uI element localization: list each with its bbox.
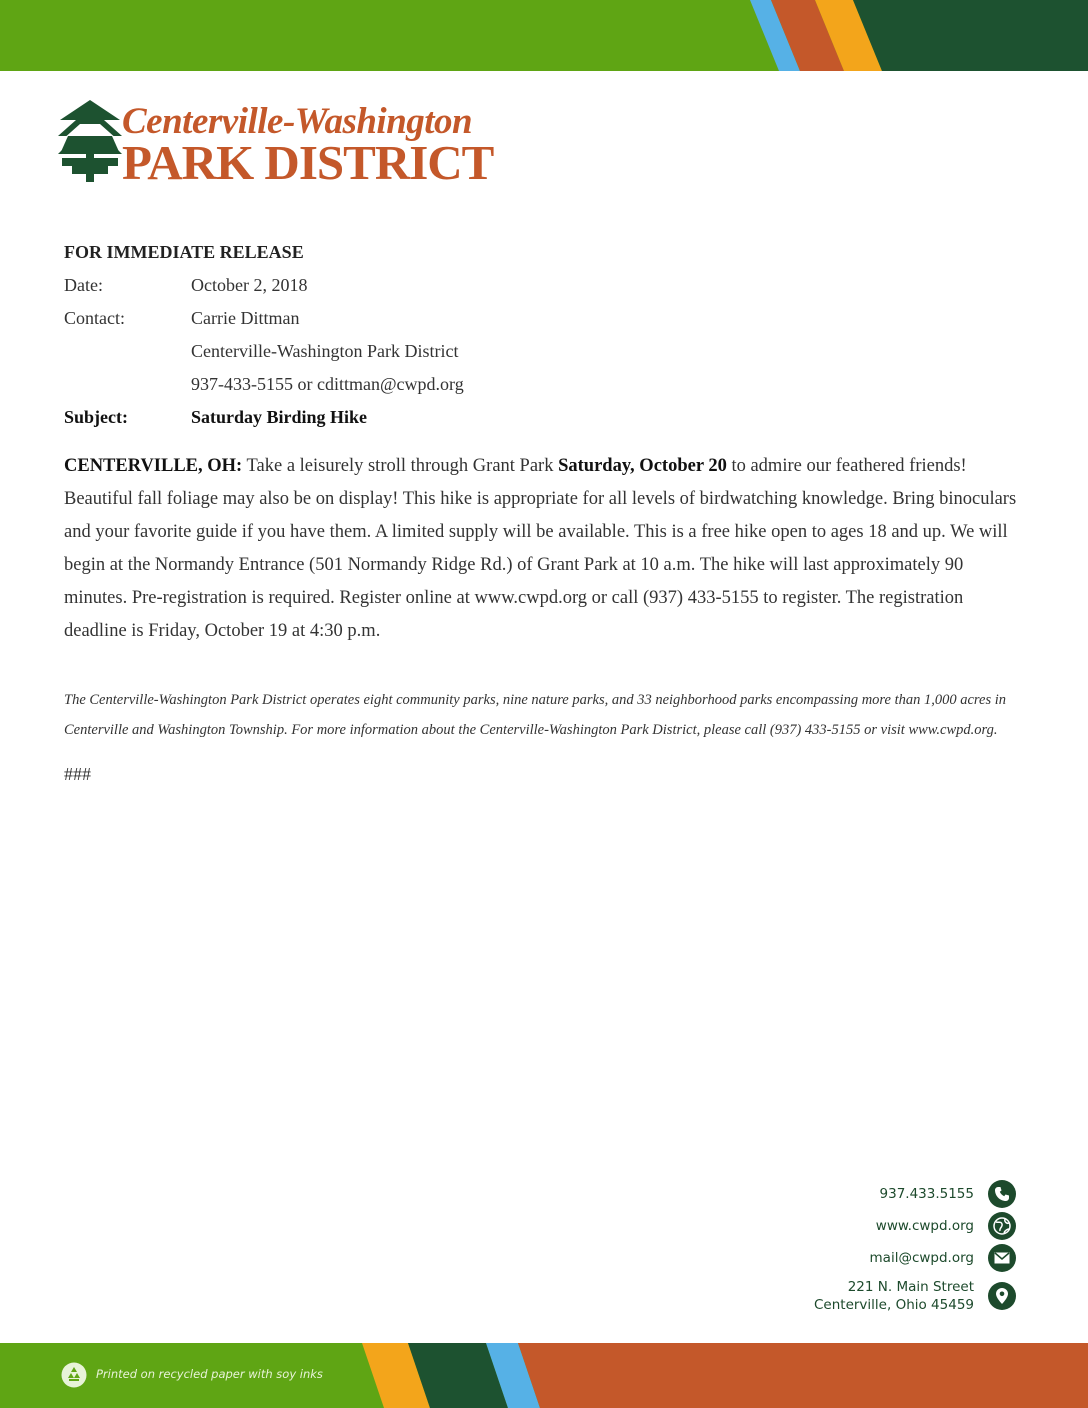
release-body bbox=[64, 450, 1028, 648]
footer-email[interactable] bbox=[756, 1244, 1016, 1272]
footer-website[interactable] bbox=[756, 1212, 1016, 1240]
phone-icon bbox=[988, 1180, 1016, 1208]
contact-label: Contact: bbox=[64, 308, 125, 328]
contact-name: Carrie Dittman bbox=[191, 308, 300, 328]
printed-on-recycled-note: Printed on recycled paper with soy inks bbox=[96, 1367, 323, 1381]
end-mark: ### bbox=[64, 764, 91, 784]
body-text-1: Take a leisurely stroll through Grant Park bbox=[242, 456, 559, 476]
event-date: Saturday, October 20 bbox=[558, 456, 727, 476]
location-pin-icon bbox=[988, 1282, 1016, 1310]
contact-org: Centerville-Washington Park District bbox=[191, 341, 459, 361]
date-value: October 2, 2018 bbox=[191, 275, 308, 295]
logo-text-top: Centerville-Washington bbox=[122, 101, 473, 142]
boilerplate: The Centerville-Washington Park District operates eight community parks, nine nature parks, and 33 neighborhood parks encompassing more than 1,000 acres in Centerville and Washington Township. For more information about the Centerville-Washington Park District, please call (937) 433-5155 or visit www.cwpd.org. bbox=[64, 692, 1007, 738]
dateline: CENTERVILLE, OH: bbox=[64, 456, 243, 476]
contact-info[interactable]: 937-433-5155 or cdittman@cwpd.org bbox=[191, 374, 464, 394]
subject-label: Subject: bbox=[64, 407, 128, 427]
contact-info-row bbox=[64, 368, 464, 401]
mail-icon bbox=[988, 1244, 1016, 1272]
footer-website-text: www.cwpd.org bbox=[875, 1218, 974, 1234]
footer-address-text bbox=[814, 1278, 974, 1314]
subject-row bbox=[64, 401, 464, 434]
park-district-logo bbox=[58, 100, 518, 190]
footer-email-text: mail@cwpd.org bbox=[869, 1250, 974, 1266]
contact-row bbox=[64, 302, 464, 335]
address-line-2: Centerville, Ohio 45459 bbox=[814, 1297, 974, 1313]
top-color-band bbox=[0, 0, 1088, 71]
release-title: FOR IMMEDIATE RELEASE bbox=[64, 242, 304, 262]
globe-icon bbox=[988, 1212, 1016, 1240]
recycle-icon bbox=[61, 1362, 87, 1388]
logo-text-bottom: PARK DISTRICT bbox=[122, 135, 494, 190]
date-label: Date: bbox=[64, 275, 103, 295]
footer-phone[interactable] bbox=[756, 1180, 1016, 1208]
body-text-2: to admire our feathered friends! Beautiful fall foliage may also be on display! This hike is appropriate for all levels of birdwatching knowledge. Bring binoculars and your favorite guide if you have them. A limited supply will be available. This is a free hike open to ages 18 and up. We will begin at the Normandy Entrance (501 Normandy Ridge Rd.) of Grant Park at 10 a.m. The hike will last approximately 90 minutes. Pre-registration is required. Register online at www.cwpd.org or call (937) 433-5155 to register. The registration deadline is Friday, October 19 at 4:30 p.m. bbox=[64, 456, 1017, 641]
tree-icon bbox=[58, 100, 122, 184]
date-row bbox=[64, 269, 464, 302]
footer-phone-text: 937.433.5155 bbox=[879, 1186, 974, 1202]
contact-org-row bbox=[64, 335, 464, 368]
subject-value: Saturday Birding Hike bbox=[191, 407, 368, 427]
release-header bbox=[64, 236, 464, 434]
address-line-1: 221 N. Main Street bbox=[847, 1279, 974, 1295]
footer-address bbox=[756, 1278, 1016, 1314]
